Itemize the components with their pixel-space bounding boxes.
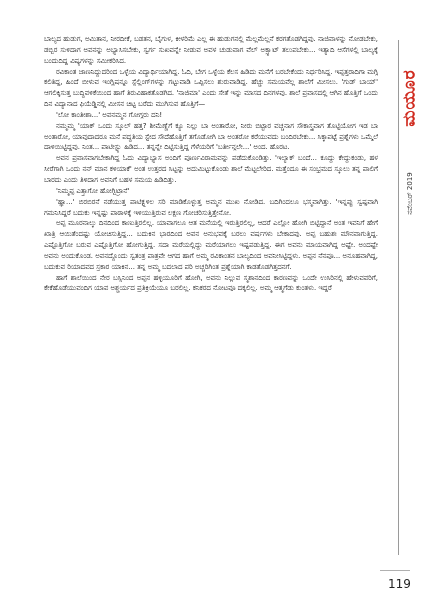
issue-date [400, 150, 420, 236]
paragraph: ಹಾಗೆ ಶಾಲೆಯಿಂದ ನೇರ ಬಸ್ಸಿನಿಂದ ಅಪ್ಪನ ಹಳ್ಳಿಯೂರಿಗೆ ಹೋಗಿ, ಅವನು ನಿಲ್ಲುವ ಸ್ಮಶಾನದಿಂದ ಕಾರಣವನ್ನು ಒಂದೇ ಉಸಿರಿನಲ್ಲಿ ಹೇಳುವವರಿಗೆ, ಕೇಕೆಹೊಡೆಯುವಂದಿಗ ಯಾವ ಅಶ್ಚರ್ಯದ ಪ್ರತಿಕ್ರಿಯೆಯೂ ಬರಲಿಲ್ಲ. ಕನಿಕರದ ನೋಟವೂ ದಕ್ಕಲಿಲ್ಲ. ಅಮ್ಮ ಆತ್ಮಗೆಡು ಕುಂತಳು. ಇದ್ದರೆ [44, 273, 378, 293]
magazine-masthead [400, 50, 420, 146]
paragraph: ನಮ್ಮಮ್ಮ 'ಯಾಕ್ ಒಂದು ಸ್ಕೂಲ್ ಹತ್ತ? ಶೀಮೆಣ್ಣೆಗೆ ಕ್ಯೂ ನಿಲ್ಲು ಬಾ ಅಂತಾರೋ, ನೀರು ಬಿಟ್ಟಾರ ವಚ್ಚನಾಗ ಸೌಕಾಸ್ತ್ರವಾಗ ತೊಟ್ಟಿಯೋಗ ಇಡ ಬಾ ಅಂತಾರೋ, ಯಾವುದಾದರೂ ಮನೆ ಪದ್ಧತಿಯ ಸ್ಟೇದ ಸೌದೆಹೊತ್ತಿಗೆ ತಗೊಡೋಗಿ ಬಾ ಅಂತರೋ ಕರೆಯುವದು ಬಂದಿರಬೇಕು... ಸಿಕ್ಕಾಪಟ್ಟೆ ಪ್ರಶ್ನೆಗಳು ಒಮ್ಮೆಲೆ ದಾಳಿಯಿಟ್ಟಿದ್ದವು. ನಿಂತ... ಪಾಟೀಸ್ಟ್ಲು ಹಿಡಿದ... ತನ್ನನ್ನೇ ದಿಟ್ಟಿಸುತ್ತಿದ್ದ ಗೆಳೆಯರಿಗೆ 'ಬರ್ತೀನ್ಗಲೇ...' ಅಂದ. ಹೊರಟ. [44, 121, 378, 152]
page-number: 119 [388, 577, 411, 591]
paragraph: ರವಿಕಾಂತ ಜಾಣನಿದ್ದುದರಿಂದ ಒಳ್ಳೆಯ ವಿದ್ಯಾರ್ಥಿಯಾಗಿದ್ದ. ಓದಿ, ಬೇಗ ಒಳ್ಳೆಯ ಕೆಲಸ ಹಿಡಿದು ಮನೆಗೆ ಬರಬೇಕೆಂದು ನಿರ್ಧರಿಸಿದ್ದ. ಇಪ್ಪತ್ತರಾದಿಗಾ ಮಗ್ಗಿ ಕಲಿತಿದ್ದ, ಹಿಂದೆ ಬೀಳುವ ಇಂಗ್ಲಿಷನ್ನೂ ಸ್ಪೆಲ್ಲಿಂಗ್‌ಗಳನ್ನು ಗಟ್ಟುವಾಡಿ ಒಪ್ಪಿಸಲು ಶುರುವಾಡಿದ್ದ. ಹೆಚ್ಚು ಸಮಯವೆಲ್ಲ ಶಾಲೆಗೆ ಮೀಸಲು. 'ಗುಡ್ ಬಾಯ್' ಆಗಲಿಕ್ಕಿಸುತ್ತ ಬುದ್ಧಿವಳಿಕೆಯಿಂದ ಹಾಗೆ ತಿರುವಿಹಾಕತೊಡಗಿದ. 'ನಾಜಿಮಾ' ಎಂದು ಸೇತೆ ಇನ್ನು ಮಾಸದ ದಿನಗಳವು. ಶಾಲೆ ಪ್ರವಾಸದಲ್ಲಿ ಆಗಿನ ಹೊತ್ತಿಗೆ ಒಂದು ದಿನ ವಿದ್ಯಾನಾದ ಫಿಯೆಡ್ಡಿನಲ್ಲಿ ಮೀಸನ ಚಿಟ್ಟ ಬರೆದು ಮುಗಿಸುವ ಹೊತ್ತಿಗೆ— [44, 67, 378, 109]
paragraph: ಅಪ್ಪ ಮೂರನಾಲ್ಕು ದಿನದಿಂದ ಕಾಣುತ್ತಿರಲಿಲ್ಲ. ಯಾವಾಗಲೂ ಆತ ಮನೆಯಲ್ಲಿ ಇರುತ್ತಿರಲಿಲ್ಲ, ಆದರೆ ಎಲ್ಲೋ ಹೋಗಿ ಬಿಟ್ಟಿದ್ದಾನೆ ಅಂತ ಇವನಿಗೆ ಹೇಗೆ ಖಾತ್ರಿ ಆಯಿತೆಂದಷ್ಟು ಯೋಚಿಸುತ್ತಿದ್ದ... ಬದುಕಿನ ಭಾರದಿಂದ ಅವನ ಅನುಭವಕ್ಕೆ ಬರಲು ವರ್ಷಗಳು ಬೇಕಾದವು. ಅಪ್ಪ ಬಹುಶಃ ಮೌನವಾಗುತ್ತಿದ್ದ. ಎಷ್ಟೊತ್ತಿಗೋ ಬರುವ ಎಷ್ಟೊತ್ತಿಗೋ ಹೋಗುತ್ತಿದ್ದ. ಸದಾ ಮರೆಯಲ್ಲಿದ್ದು ಮರೆಯಾಗಲು ಇಷ್ಟಪಡುತ್ತಿದ್ದ. ಈಗ ಅವನು ಮಾಯವಾಗಿದ್ದ ಅಷ್ಟೇ. ಅಂದಷ್ಟೇ ಅವನು ಅಂದುಕೊಂಡ. ಅವನದ್ದೊಂದು ಸ್ವತಂತ್ರ ಪಾತ್ರವೇ ಆಗದ ಹಾಗೆ ಅಮ್ಮ ರವಿಕಾಂತನ ಬಾಲ್ಯದಿಂದ ಅವನೀಸಿಟ್ಟಿದ್ದಳು. ಅಪ್ಪನ ನೆನಪೂ... ಅನೂಹವಾಗಿದ್ದ, ಬದುಕುವ ರಿಯಾದವದ ಸ್ರಕಾರ ಯಾಕಿನ... ತನ್ನ ಅಮ್ಮ ಬದಲಾದ ಪರಿ ಅಚ್ಚರಿಗಿಂತ ಪ್ರಶ್ನೆಯಾಗಿ ಕಾಡತೊಡಗಿತ್ತದನಗೆ. [44, 219, 378, 271]
paragraph: 'ಹ್ಞಾ...' ಬಿರಬಿರನೆ ನಡೆಯುತ್ತ ಪಾಟಿಕ್ಟ್ಗಳಿಲ ಸರಿ ಮಾಡಿಕೊಳ್ಳುತ್ತ ಅಮ್ಮನ ಮುಖ ನೋಡಿದ. ಬದಿಗಿಂದಲೂ ಭಸ್ಮವಾಗಿತ್ತು. 'ಇನ್ನಪ್ಪು ಸ್ವಷ್ಪವಾಗಿ ಗಮನಿಸಿದ್ದರೆ ಬದುಕು ಇನ್ನಷ್ಟು ಪಾಠಾಳಕ್ಕೆ ಇಳಿಯುತ್ತಿರುವ ಲಕ್ಷಣ ಗೋಚರಿಸುತ್ತಿತ್ತೇನೋ. [44, 197, 378, 217]
paragraph: 'ಲೋ ಕಾಂತೀಶಾ...' ಅವನಮ್ಮನ ಗೋಗ್ಗರು ದನಿ! [56, 110, 163, 119]
article-body [44, 34, 378, 554]
paragraph: ಅವನ ಪ್ರವಾಸವಾಗಬೇಕಾಗಿದ್ದ ಓದು ವಿದ್ಯಾಭ್ಯಾಸ ಅಂದಿಗೆ ಪೂರ್ಣವಿರಾಮವನ್ನು ಪಡೆದುಕೊಂಡಿತ್ತು. 'ಇಲ್ಯಾಕ್ ಬಂದೆ... ಕೂದ್ದು ಕೇದ್ದುಕಂಡು, ಹಳ ಸೀರೆಗಾಗಿ ಒಂದು ನನ್ ಮಾನ ಕಳಿಯಾಕೆ' ಅಂತ ಉತ್ತರದ ಸಿಟ್ಟನ್ನು ಅದುಮಿಟ್ಟುಕೊಂಡು ಶಾಲೆ ಮೆಟ್ಟಲೇರಿದ. ಮತ್ತೆಂದೂ ಈ ಸಂಭ್ರಮದ ಸ್ಕೂಲು ತನ್ನ ಪಾಲಿಗೆ ಬಾರದು ಎಂದು ತಿಳಿದಾಗ ಅವನಿಗೆ ಬಹಳ ಸಮಯ ಹಿಡಿದಿತ್ತು. [44, 154, 378, 184]
paragraph: 'ನಿಮ್ಮಪ್ಪ ಎತ್ತಾಗೋ ಹೋಗ್ಬಿಟ್ರಾನೆ' [56, 186, 130, 195]
issue-date-text: ನವೆಂಬರ್ 2019 [405, 171, 414, 215]
paragraph: ಬಾಲ್ಯದ ಹುಡುಗ, ಅಮಿತಾನ, ನೀರದೀಕೆ, ಬಡತನ, ಬೈಗುಳ, ಕೀಳರಿಮೆ ಎಲ್ಲ ಈ ಹುಡುಗನಲ್ಲಿ ಮೆಲ್ಲಮೆಲ್ಲನೆ ಕರಗತೊಡಗಿದ್ದವು. ನಾಜಿವಾಳನ್ನು ನೋಡಬೇಕು, ಡಬ್ಬಿರ ಸುಳಿದಾಗ ಅವನನ್ನು ಅಭ್ಯಾಸಿಸಬೇಕು, ಸ್ವರ್ಗ ಸುಖವನ್ನೇ ನೀಡುವ ಅವಳ ಚುಡುವಾಗ ವೆಲ್ ಅಕ್ಸ್ಪಾಟ್ ತಲುಪಬೇಕು... ಇತ್ಯಾದಿ ಆಸೆಗಳಲ್ಲಿ ಬಾಲ್ಯಕ್ಕೆ ಬಂದುದಿದ್ದ ವಿಷ್ಯಗಳನ್ನು ಸಮೀಕರಿಸಿದ. [44, 35, 378, 65]
footer-rule [380, 570, 410, 571]
masthead-text: ಮಯೂರ [400, 69, 420, 127]
